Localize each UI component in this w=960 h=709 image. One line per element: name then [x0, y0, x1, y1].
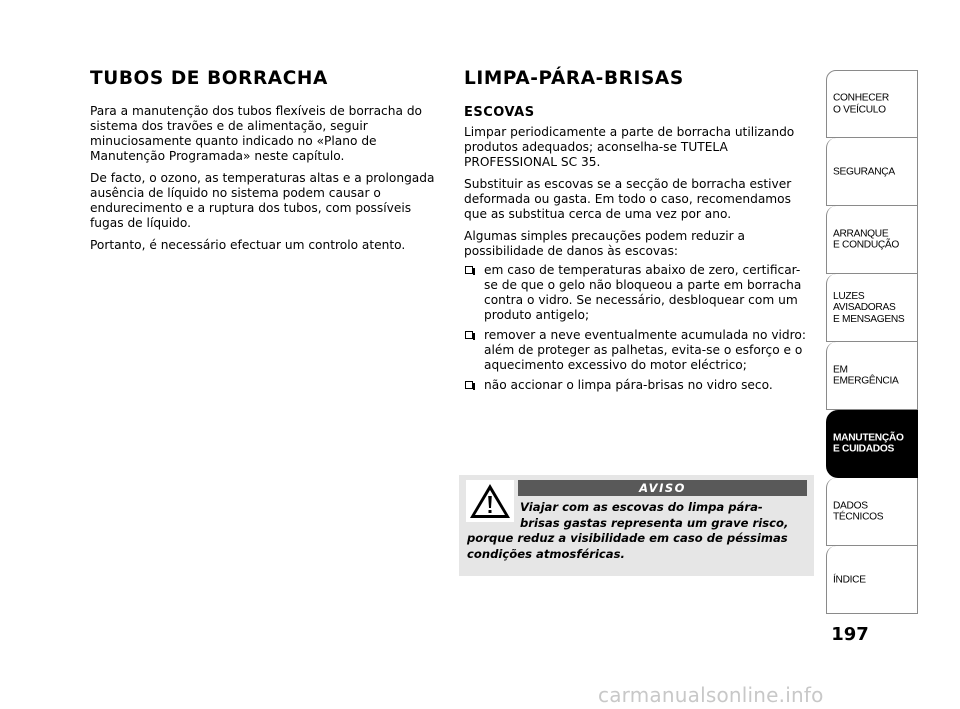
paragraph: Algumas simples precauções podem reduzir a possibilidade de danos às escovas: — [464, 229, 745, 258]
paragraph: Limpar periodicamente a parte de borracha utilizando produtos adequados; aconselha-se TUTELA PROFESSIONAL SC 35. — [464, 125, 795, 169]
precautions-list — [464, 263, 814, 393]
checkbox-bullet-icon — [465, 331, 473, 339]
paragraph: De facto, o ozono, as temperaturas altas e a prolongada ausência de líquido no sistema podem causar o endurecimento e a ruptura dos tubos, com possíveis fugas de líquido. — [90, 171, 435, 230]
chapter-tabs — [826, 70, 918, 614]
warning-box — [459, 475, 814, 576]
left-column — [90, 68, 440, 260]
section-title-rubber-hoses: TUBOS DE BORRACHA — [90, 68, 328, 89]
right-column — [464, 68, 814, 398]
subsection-title-blades: ESCOVAS — [464, 105, 535, 120]
tab-dados-tecnicos[interactable]: DADOS TÉCNICOS — [826, 478, 918, 546]
tab-em-emergencia[interactable]: EM EMERGÊNCIA — [826, 342, 918, 410]
warning-label: AVISO — [518, 480, 807, 496]
tab-indice[interactable]: ÍNDICE — [826, 546, 918, 614]
list-item: em caso de temperaturas abaixo de zero, certificar-se de que o gelo não bloqueou a parte em borracha contra o vidro. Se necessário, desbloquear com um produto antigelo; — [464, 263, 814, 323]
page-number: 197 — [831, 624, 869, 645]
paragraph: Substituir as escovas se a secção de borracha estiver deformada ou gasta. Em todo o caso, recomendamos que as substitua cerca de uma vez por ano. — [464, 177, 792, 221]
paragraph: Para a manutenção dos tubos flexíveis de borracha do sistema dos travões e de alimentação, seguir minuciosamente quanto indicado no «Plano de Manutenção Programada» neste capítulo. — [90, 104, 423, 163]
list-item: não accionar o limpa pára-brisas no vidro seco. — [464, 378, 814, 393]
watermark: carmanualsonline.info — [598, 683, 824, 707]
checkbox-bullet-icon — [465, 266, 473, 274]
tab-seguranca[interactable]: SEGURANÇA — [826, 138, 918, 206]
tab-manutencao-e-cuidados[interactable]: MANUTENÇÃO E CUIDADOS — [826, 410, 918, 478]
tab-luzes-avisadoras[interactable]: LUZES AVISADORAS E MENSAGENS — [826, 274, 918, 342]
paragraph: Portanto, é necessário efectuar um controlo atento. — [90, 238, 406, 252]
tab-conhecer-o-veiculo[interactable]: CONHECER O VEÍCULO — [826, 70, 918, 138]
list-item: remover a neve eventualmente acumulada no vidro: além de proteger as palhetas, evita-se o esforço e o aquecimento excessivo do motor eléctrico; — [464, 328, 814, 373]
checkbox-bullet-icon — [465, 381, 473, 389]
section-title-wipers: LIMPA-PÁRA-BRISAS — [464, 68, 684, 89]
warning-text: Viajar com as escovas do limpa pára- brisas gastas representa um grave risco, porque reduz a visibilidade em caso de péssimas condições atmosféricas. — [467, 500, 789, 561]
tab-arranque-e-conducao[interactable]: ARRANQUE E CONDUÇÃO — [826, 206, 918, 274]
